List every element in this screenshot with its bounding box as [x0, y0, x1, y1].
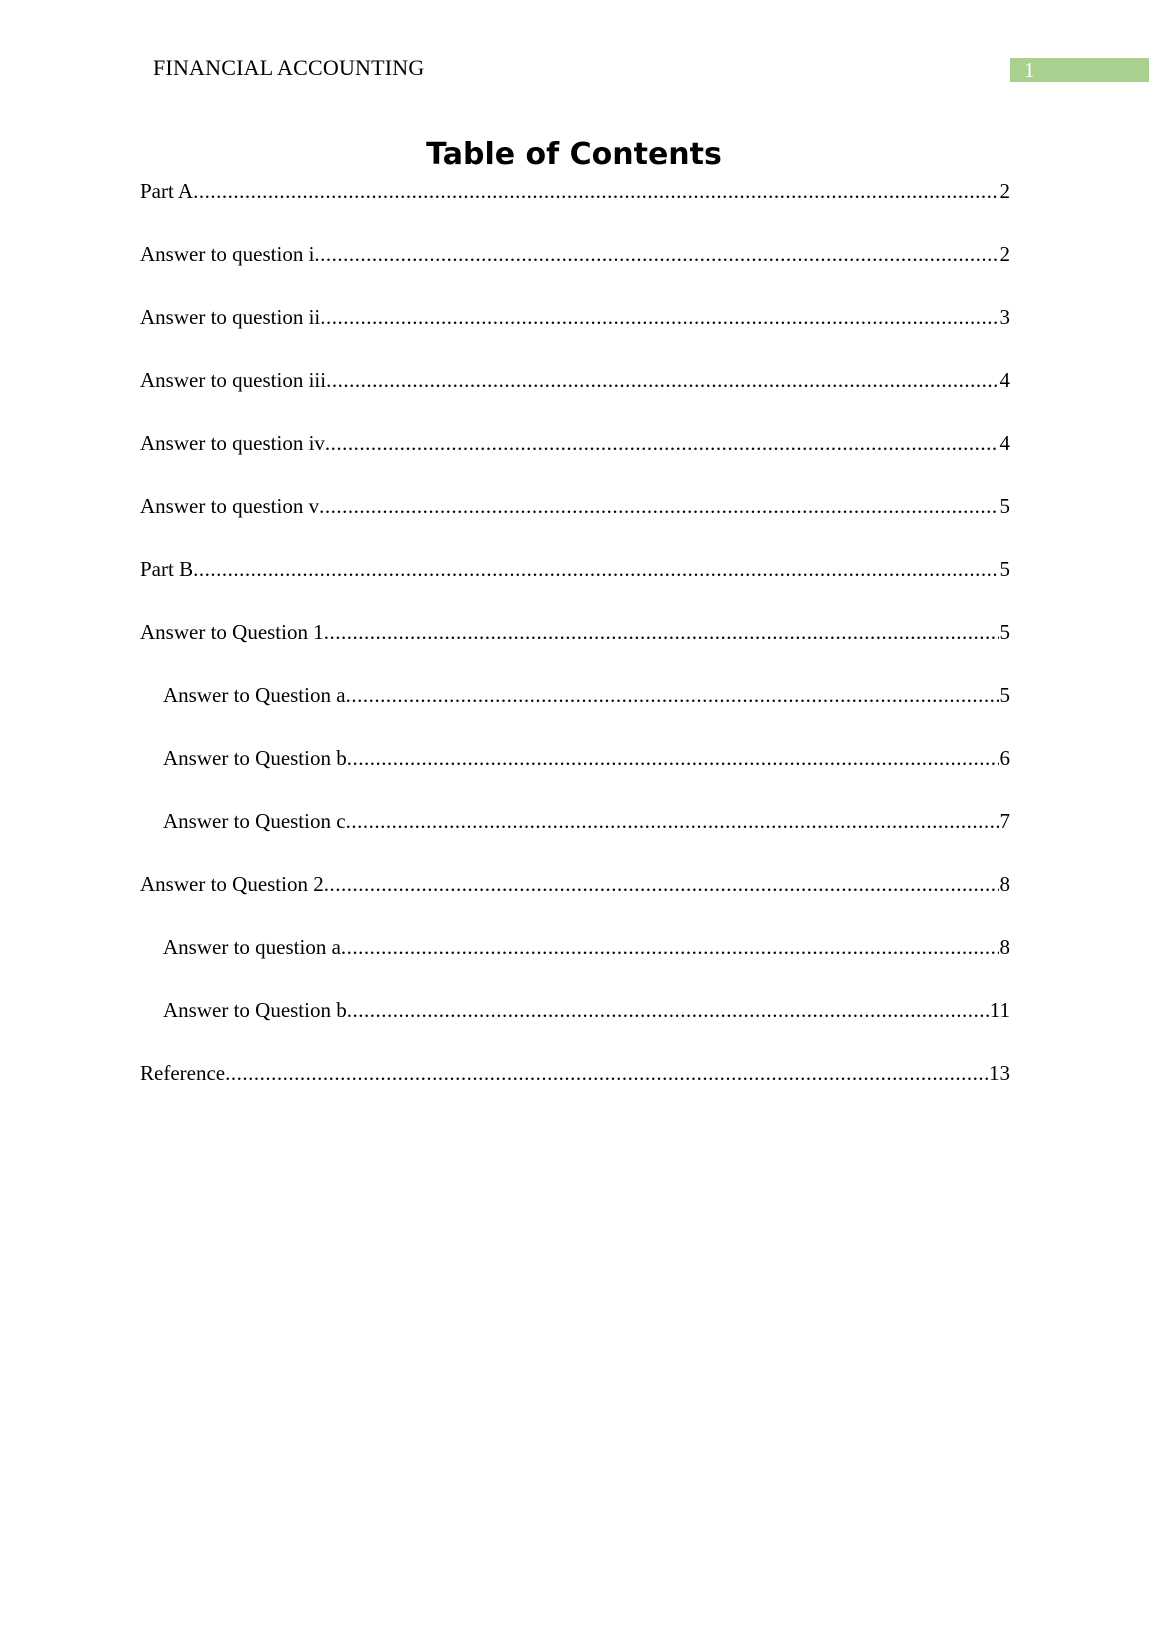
toc-entry-answer-question-2a[interactable]: [140, 932, 1010, 995]
toc-entry-answer-question-ii[interactable]: [140, 302, 1010, 365]
toc-entry-page: 4: [999, 431, 1010, 455]
toc-dot-leader: [193, 176, 998, 206]
toc-dot-leader: [314, 239, 998, 269]
toc-entry-page: 7: [999, 809, 1010, 833]
toc-entry-label: Part B: [140, 557, 194, 581]
toc-entry-page: 8: [999, 872, 1010, 896]
toc-entry-label: Part A: [140, 179, 194, 203]
toc-dot-leader: [193, 554, 998, 584]
toc-entry-label: Answer to question v: [140, 494, 320, 518]
toc-entry-part-b[interactable]: [140, 554, 1010, 617]
toc-entry-label: Answer to question iii: [140, 368, 327, 392]
toc-entry-label: Answer to question i: [140, 242, 315, 266]
toc-entry-answer-question-v[interactable]: [140, 491, 1010, 554]
toc-entry-label: Answer to question iv: [140, 431, 325, 455]
toc-entry-page: 13: [989, 1061, 1010, 1085]
toc-entry-label: Answer to Question b: [163, 998, 347, 1022]
toc-dot-leader: [346, 806, 999, 836]
toc-entry-page: 3: [999, 305, 1010, 329]
toc-entry-page: 11: [989, 998, 1010, 1022]
toc-entry-label: Answer to question ii: [140, 305, 321, 329]
toc-entry-page: 5: [999, 557, 1010, 581]
page-number-badge: 1: [1010, 58, 1149, 82]
toc-entry-answer-question-1b[interactable]: [140, 743, 1010, 806]
toc-entry-answer-question-1c[interactable]: [140, 806, 1010, 869]
toc-entry-reference[interactable]: [140, 1058, 1010, 1121]
toc-entry-page: 5: [999, 683, 1010, 707]
toc-dot-leader: [325, 428, 999, 458]
toc-entry-answer-question-iv[interactable]: [140, 428, 1010, 491]
toc-entry-label: Answer to Question a: [163, 683, 346, 707]
toc-dot-leader: [319, 491, 998, 521]
toc-dot-leader: [225, 1058, 988, 1088]
toc-entry-label: Answer to Question c: [163, 809, 346, 833]
toc-entry-page: 6: [999, 746, 1010, 770]
toc-entry-label: Answer to Question 1: [140, 620, 324, 644]
toc-entry-page: 5: [999, 620, 1010, 644]
running-header-title: FINANCIAL ACCOUNTING: [153, 55, 425, 80]
toc-dot-leader: [347, 995, 989, 1025]
toc-entry-answer-question-2b[interactable]: [140, 995, 1010, 1058]
toc-heading: Table of Contents: [426, 137, 722, 172]
toc-dot-leader: [346, 680, 999, 710]
toc-entry-label: Answer to Question 2: [140, 872, 324, 896]
toc-dot-leader: [324, 617, 999, 647]
table-of-contents: [140, 176, 1010, 1121]
toc-entry-label: Reference: [140, 1061, 226, 1085]
toc-entry-page: 4: [999, 368, 1010, 392]
toc-entry-page: 2: [999, 179, 1010, 203]
toc-entry-answer-question-i[interactable]: [140, 239, 1010, 302]
toc-entry-page: 2: [999, 242, 1010, 266]
toc-entry-answer-question-2[interactable]: [140, 869, 1010, 932]
toc-dot-leader: [347, 743, 999, 773]
toc-entry-label: Answer to Question b: [163, 746, 347, 770]
toc-entry-page: 5: [999, 494, 1010, 518]
toc-entry-answer-question-1a[interactable]: [140, 680, 1010, 743]
toc-entry-part-a[interactable]: [140, 176, 1010, 239]
toc-dot-leader: [324, 869, 999, 899]
toc-entry-answer-question-iii[interactable]: [140, 365, 1010, 428]
toc-dot-leader: [326, 365, 998, 395]
toc-dot-leader: [320, 302, 998, 332]
toc-entry-label: Answer to question a: [163, 935, 341, 959]
toc-entry-page: 8: [999, 935, 1010, 959]
toc-dot-leader: [341, 932, 999, 962]
toc-entry-answer-question-1[interactable]: [140, 617, 1010, 680]
